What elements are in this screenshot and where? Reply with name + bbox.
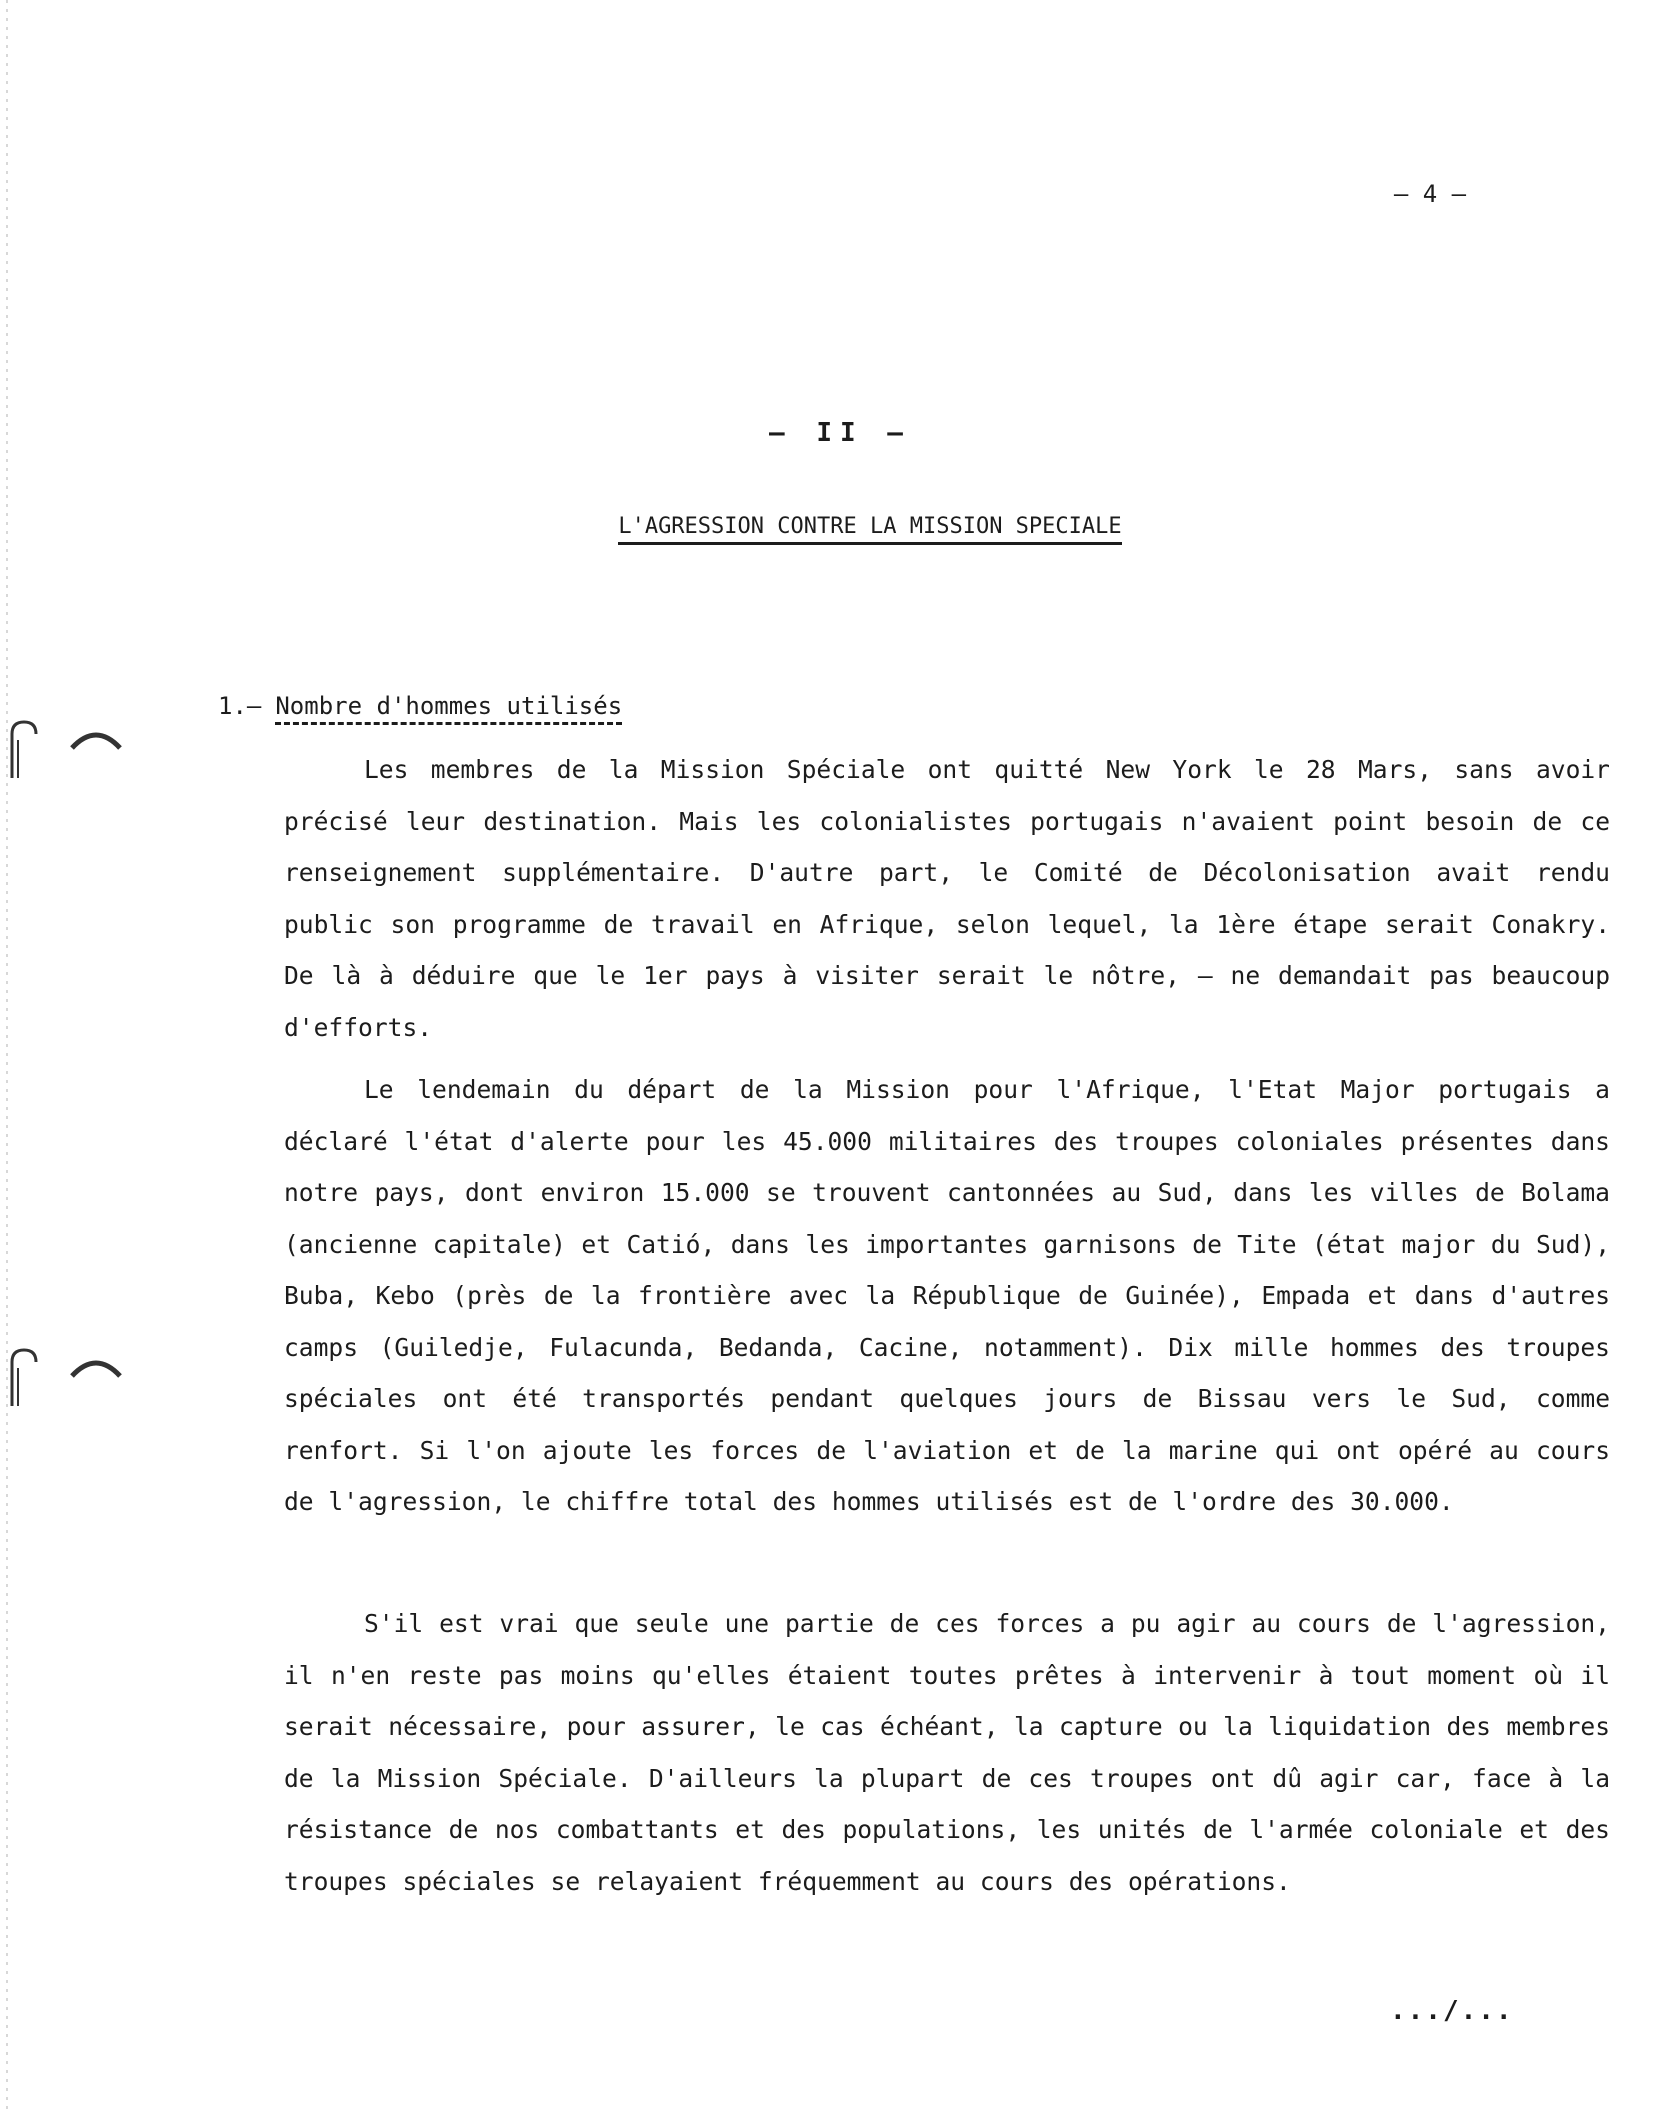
page-number: – 4 – — [1393, 180, 1467, 208]
section-number: – II – — [769, 418, 911, 448]
punch-hole-mark-icon-2 — [8, 1348, 48, 1408]
scan-edge-line — [6, 0, 8, 2112]
body-paragraph-3: S'il est vrai que seule une partie de ces forces a pu agir au cours de l'agression, il n'en reste pas moins qu'elles étaient toutes prêtes à intervenir à tout moment où il serait nécessaire, pour assurer, le cas échéant, la capture ou la liquidation des membres de la Mission Spéciale. D'ailleurs la plupart de ces troupes ont dû agir car, face à la résistance de nos combattants et des populations, les unités de l'armée coloniale et des troupes spéciales se relayaient fréquemment au cours des opérations. — [284, 1609, 1610, 1896]
section-title — [540, 514, 1200, 539]
punch-hole-arc-icon-2 — [70, 1350, 122, 1380]
continuation-marker: .../... — [1390, 1996, 1514, 2026]
subheading-number: 1.– — [218, 692, 262, 720]
subheading-label: Nombre d'hommes utilisés — [275, 692, 622, 725]
subheading — [218, 692, 622, 720]
body-paragraph-1: Les membres de la Mission Spéciale ont quitté New York le 28 Mars, sans avoir précisé leur destination. Mais les colonialistes portugais n'avaient point besoin de ce renseignement supplémentaire. D'autre part, le Comité de Décolonisation avait rendu public son programme de travail en Afrique, selon lequel, la 1ère étape serait Conakry. De là à déduire que le 1er pays à visiter serait le nôtre, – ne demandait pas beaucoup d'efforts. — [284, 755, 1610, 1042]
punch-hole-mark-icon — [8, 720, 48, 780]
punch-hole-arc-icon — [70, 722, 122, 752]
section-title-text: L'AGRESSION CONTRE LA MISSION SPECIALE — [618, 514, 1121, 545]
body-paragraph-2: Le lendemain du départ de la Mission pour l'Afrique, l'Etat Major portugais a déclaré l'état d'alerte pour les 45.000 militaires des troupes coloniales présentes dans notre pays, dont environ 15.000 se trouvent cantonnées au Sud, dans les villes de Bolama (ancienne capitale) et Catió, dans les importantes garnisons de Tite (état major du Sud), Buba, Kebo (près de la frontière avec la République de Guinée), Empada et dans d'autres camps (Guiledje, Fulacunda, Bedanda, Cacine, notamment). Dix mille hommes des troupes spéciales ont été transportés pendant quelques jours de Bissau vers le Sud, comme renfort. Si l'on ajoute les forces de l'aviation et de la marine qui ont opéré au cours de l'agression, le chiffre total des hommes utilisés est de l'ordre des 30.000. — [284, 1075, 1610, 1516]
